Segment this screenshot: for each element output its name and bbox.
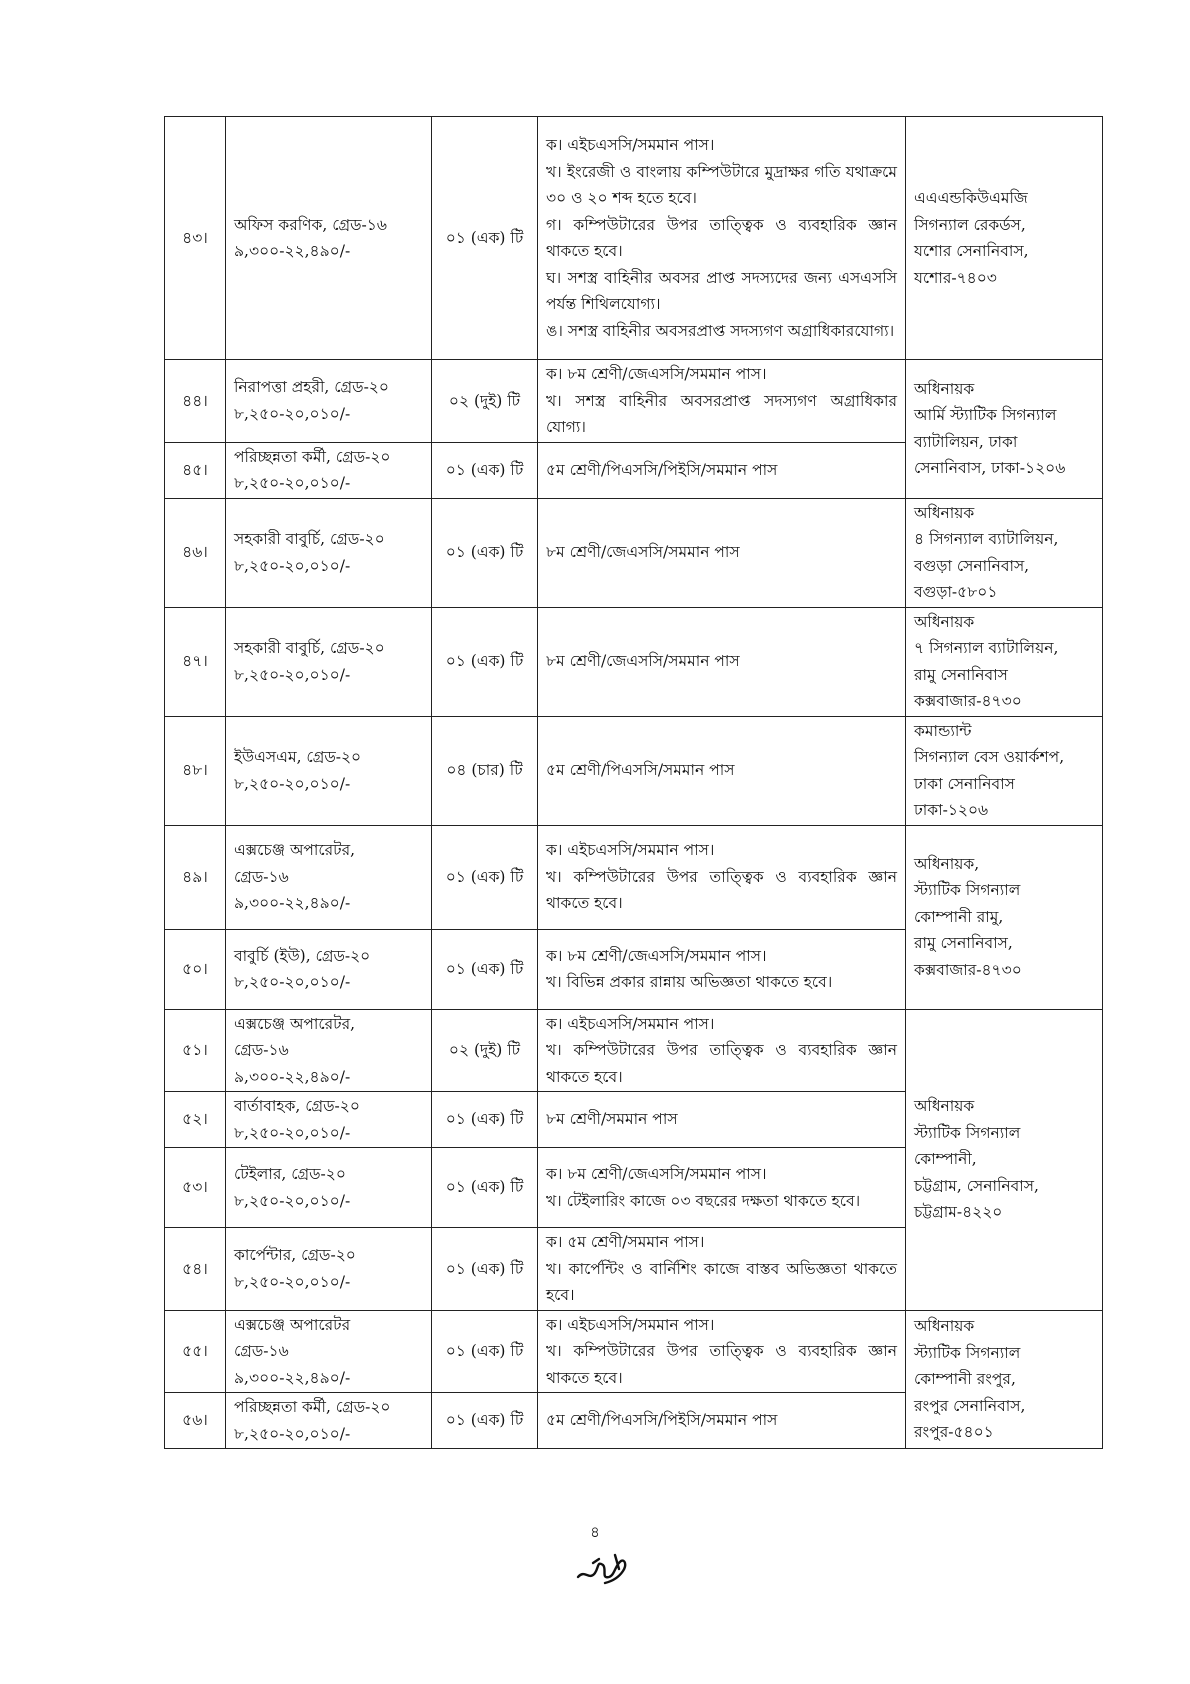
serial-cell: ৫৩। — [165, 1148, 226, 1228]
serial-cell: ৪৫। — [165, 442, 226, 498]
requirements-cell: ৮ম শ্রেণী/সমমান পাস — [538, 1092, 906, 1148]
serial-cell: ৫২। — [165, 1092, 226, 1148]
serial-cell: ৫৫। — [165, 1310, 226, 1393]
requirements-cell: ক। ৮ম শ্রেণী/জেএসসি/সমমান পাস। খ। বিভিন্ন প্রকার রান্নায় অভিজ্ঞতা থাকতে হবে। — [538, 929, 906, 1009]
serial-cell: ৪৬। — [165, 498, 226, 607]
post-count-cell: ০১ (এক) টি — [432, 825, 538, 929]
post-count-cell: ০১ (এক) টি — [432, 442, 538, 498]
requirements-cell: ৫ম শ্রেণী/পিএসসি/পিইসি/সমমান পাস — [538, 442, 906, 498]
office-cell: অধিনায়ক ৭ সিগন্যাল ব্যাটালিয়ন, রামু সেনানিবাস কক্সবাজার-৪৭৩০ — [906, 607, 1103, 716]
post-name-cell: এক্সচেঞ্জ অপারেটর, গ্রেড-১৬ ৯,৩০০-২২,৪৯০/- — [226, 825, 432, 929]
requirements-cell: ৫ম শ্রেণী/পিএসসি/সমমান পাস — [538, 716, 906, 825]
post-count-cell: ০২ (দুই) টি — [432, 360, 538, 443]
office-cell: অধিনায়ক স্ট্যাটিক সিগন্যাল কোম্পানী রংপুর, রংপুর সেনানিবাস, রংপুর-৫৪০১ — [906, 1310, 1103, 1449]
signature-mark — [575, 1551, 635, 1587]
requirements-cell: ক। এইচএসসি/সমমান পাস। খ। ইংরেজী ও বাংলায় কম্পিউটারে মুদ্রাক্ষর গতি যথাক্রমে ৩০ ও ২০ শব্দ হতে হবে। গ। কম্পিউটারের উপর তাত্ত্বিক ও ব্যবহারিক জ্ঞান থাকতে হবে। ঘ। সশস্ত্র বাহিনীর অবসর প্রাপ্ত সদস্যদের জন্য এসএসসি পর্যন্ত শিথিলযোগ্য। ঙ। সশস্ত্র বাহিনীর অবসরপ্রাপ্ত সদস্যগণ অগ্রাধিকারযোগ্য। — [538, 117, 906, 360]
post-count-cell: ০৪ (চার) টি — [432, 716, 538, 825]
post-name-cell: এক্সচেঞ্জ অপারেটর গ্রেড-১৬ ৯,৩০০-২২,৪৯০/- — [226, 1310, 432, 1393]
post-name-cell: টেইলার, গ্রেড-২০ ৮,২৫০-২০,০১০/- — [226, 1148, 432, 1228]
office-cell: কমান্ড্যান্ট সিগন্যাল বেস ওয়ার্কশপ, ঢাকা সেনানিবাস ঢাকা-১২০৬ — [906, 716, 1103, 825]
table-row — [165, 716, 1103, 825]
requirements-cell: ক। এইচএসসি/সমমান পাস। খ। কম্পিউটারের উপর তাত্ত্বিক ও ব্যবহারিক জ্ঞান থাকতে হবে। — [538, 1310, 906, 1393]
post-name-cell: সহকারী বাবুর্চি, গ্রেড-২০ ৮,২৫০-২০,০১০/- — [226, 498, 432, 607]
table-row — [165, 498, 1103, 607]
post-count-cell: ০১ (এক) টি — [432, 1310, 538, 1393]
post-count-cell: ০১ (এক) টি — [432, 1092, 538, 1148]
serial-cell: ৪৪। — [165, 360, 226, 443]
post-count-cell: ০১ (এক) টি — [432, 929, 538, 1009]
post-name-cell: এক্সচেঞ্জ অপারেটর, গ্রেড-১৬ ৯,৩০০-২২,৪৯০/- — [226, 1009, 432, 1092]
post-name-cell: নিরাপত্তা প্রহরী, গ্রেড-২০ ৮,২৫০-২০,০১০/- — [226, 360, 432, 443]
post-count-cell: ০১ (এক) টি — [432, 498, 538, 607]
table-row — [165, 1310, 1103, 1393]
post-count-cell: ০১ (এক) টি — [432, 117, 538, 360]
requirements-cell: ক। ৮ম শ্রেণী/জেএসসি/সমমান পাস। খ। সশস্ত্র বাহিনীর অবসরপ্রাপ্ত সদস্যগণ অগ্রাধিকার যোগ্য। — [538, 360, 906, 443]
vacancy-table — [164, 116, 1103, 1449]
post-name-cell: পরিচ্ছন্নতা কর্মী, গ্রেড-২০ ৮,২৫০-২০,০১০/- — [226, 1393, 432, 1449]
requirements-cell: ক। ৫ম শ্রেণী/সমমান পাস। খ। কার্পেন্টিং ও বার্নিশিং কাজে বাস্তব অভিজ্ঞতা থাকতে হবে। — [538, 1228, 906, 1311]
serial-cell: ৪৩। — [165, 117, 226, 360]
post-count-cell: ০১ (এক) টি — [432, 1148, 538, 1228]
requirements-cell: ৫ম শ্রেণী/পিএসসি/পিইসি/সমমান পাস — [538, 1393, 906, 1449]
post-count-cell: ০১ (এক) টি — [432, 1393, 538, 1449]
requirements-cell: ৮ম শ্রেণী/জেএসসি/সমমান পাস — [538, 498, 906, 607]
office-cell: অধিনায়ক, স্ট্যাটিক সিগন্যাল কোম্পানী রামু, রামু সেনানিবাস, কক্সবাজার-৪৭৩০ — [906, 825, 1103, 1009]
requirements-cell: ৮ম শ্রেণী/জেএসসি/সমমান পাস — [538, 607, 906, 716]
office-cell: এএএন্ডকিউএমজি সিগন্যাল রেকর্ডস, যশোর সেনানিবাস, যশোর-৭৪০৩ — [906, 117, 1103, 360]
post-name-cell: কার্পেন্টার, গ্রেড-২০ ৮,২৫০-২০,০১০/- — [226, 1228, 432, 1311]
post-name-cell: অফিস করণিক, গ্রেড-১৬ ৯,৩০০-২২,৪৯০/- — [226, 117, 432, 360]
post-count-cell: ০১ (এক) টি — [432, 607, 538, 716]
table-row — [165, 360, 1103, 443]
requirements-cell: ক। এইচএসসি/সমমান পাস। খ। কম্পিউটারের উপর তাত্ত্বিক ও ব্যবহারিক জ্ঞান থাকতে হবে। — [538, 1009, 906, 1092]
requirements-cell: ক। ৮ম শ্রেণী/জেএসসি/সমমান পাস। খ। টেইলারিং কাজে ০৩ বছরের দক্ষতা থাকতে হবে। — [538, 1148, 906, 1228]
serial-cell: ৪৮। — [165, 716, 226, 825]
serial-cell: ৪৭। — [165, 607, 226, 716]
serial-cell: ৫৬। — [165, 1393, 226, 1449]
office-cell: অধিনায়ক ৪ সিগন্যাল ব্যাটালিয়ন, বগুড়া সেনানিবাস, বগুড়া-৫৮০১ — [906, 498, 1103, 607]
requirements-cell: ক। এইচএসসি/সমমান পাস। খ। কম্পিউটারের উপর তাত্ত্বিক ও ব্যবহারিক জ্ঞান থাকতে হবে। — [538, 825, 906, 929]
table-row — [165, 607, 1103, 716]
serial-cell: ৪৯। — [165, 825, 226, 929]
post-count-cell: ০২ (দুই) টি — [432, 1009, 538, 1092]
post-name-cell: ইউএসএম, গ্রেড-২০ ৮,২৫০-২০,০১০/- — [226, 716, 432, 825]
office-cell: অধিনায়ক স্ট্যাটিক সিগন্যাল কোম্পানী, চট্টগ্রাম, সেনানিবাস, চট্টগ্রাম-৪২২০ — [906, 1009, 1103, 1310]
post-count-cell: ০১ (এক) টি — [432, 1228, 538, 1311]
post-name-cell: সহকারী বাবুর্চি, গ্রেড-২০ ৮,২৫০-২০,০১০/- — [226, 607, 432, 716]
table-row — [165, 117, 1103, 360]
page-number: ৪ — [590, 1523, 600, 1541]
serial-cell: ৫১। — [165, 1009, 226, 1092]
post-name-cell: বাবুর্চি (ইউ), গ্রেড-২০ ৮,২৫০-২০,০১০/- — [226, 929, 432, 1009]
serial-cell: ৫০। — [165, 929, 226, 1009]
office-cell: অধিনায়ক আর্মি স্ট্যাটিক সিগন্যাল ব্যাটালিয়ন, ঢাকা সেনানিবাস, ঢাকা-১২০৬ — [906, 360, 1103, 499]
table-row — [165, 825, 1103, 929]
table-row — [165, 1009, 1103, 1092]
post-name-cell: বার্তাবাহক, গ্রেড-২০ ৮,২৫০-২০,০১০/- — [226, 1092, 432, 1148]
post-name-cell: পরিচ্ছন্নতা কর্মী, গ্রেড-২০ ৮,২৫০-২০,০১০/- — [226, 442, 432, 498]
serial-cell: ৫৪। — [165, 1228, 226, 1311]
